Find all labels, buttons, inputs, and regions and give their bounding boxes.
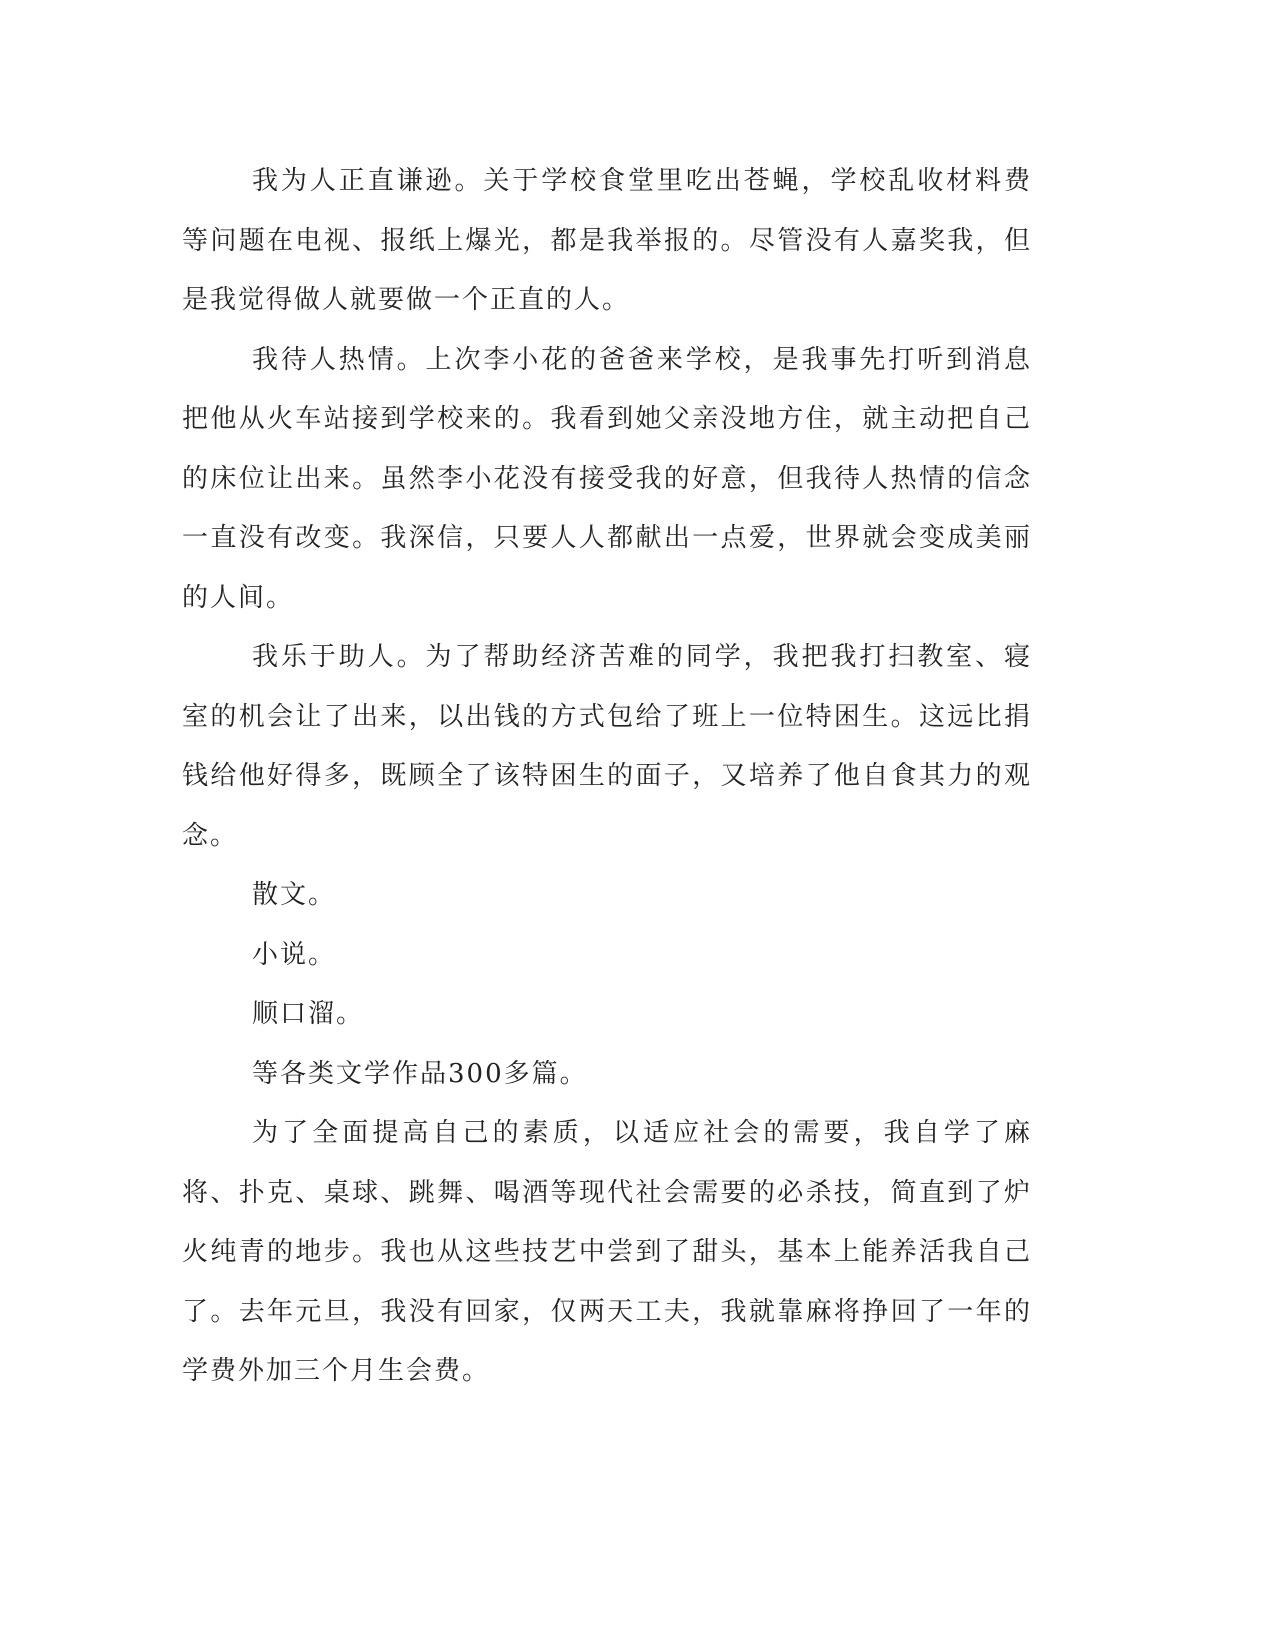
paragraph-doggerel: 顺口溜。 xyxy=(252,999,365,1029)
paragraph-works-count: 等各类文学作品300多篇。 xyxy=(252,1058,588,1089)
paragraph-self-study: 为了全面提高自己的素质，以适应社会的需要，我自学了麻将、扑克、桌球、跳舞、喝酒等现代社会需要的必杀技，简直到了炉火纯青的地步。我也从这些技艺中尝到了甜头，基本上能养活我自己了。去年元旦，我没有回家，仅两天工夫，我就靠麻将挣回了一年的学费外加三个月生会费。 xyxy=(182,1118,1032,1386)
paragraph-prose: 散文。 xyxy=(252,880,337,910)
paragraph-fiction: 小说。 xyxy=(252,939,337,970)
paragraph-warmth: 我待人热情。上次李小花的爸爸来学校，是我事先打听到消息把他从火车站接到学校来的。我看到她父亲没地方住，就主动把自己的床位让出来。虽然李小花没有接受我的好意，但我待人热情的信念一直没有改变。我深信，只要人人都献出一点爱，世界就会变成美丽的人间。 xyxy=(182,344,1032,613)
document-body xyxy=(182,152,1032,1402)
paragraph-helpful: 我乐于助人。为了帮助经济苦难的同学，我把我打扫教室、寝室的机会让了出来，以出钱的方式包给了班上一位特困生。这远比捐钱给他好得多，既顾全了该特困生的面子，又培养了他自食其力的观念。 xyxy=(182,642,1032,851)
paragraph-integrity: 我为人正直谦逊。关于学校食堂里吃出苍蝇，学校乱收材料费等问题在电视、报纸上爆光，都是我举报的。尽管没有人嘉奖我，但是我觉得做人就要做一个正直的人。 xyxy=(182,166,1032,315)
